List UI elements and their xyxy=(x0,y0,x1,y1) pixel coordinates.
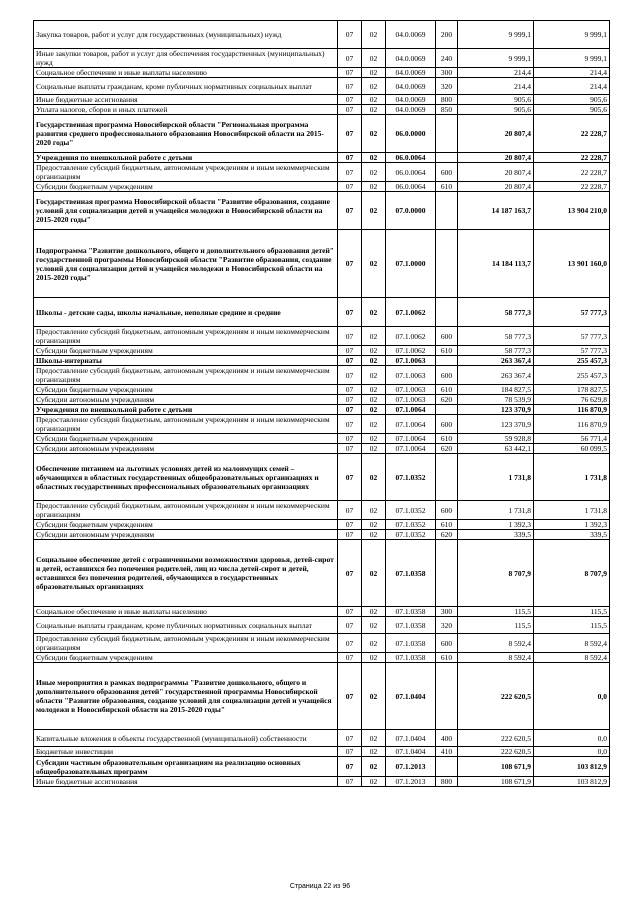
row-subsection: 02 xyxy=(362,653,386,663)
row-target-article: 07.1.0063 xyxy=(386,366,436,385)
row-target-article: 06.0.0064 xyxy=(386,153,436,163)
row-amount-2: 0,0 xyxy=(534,730,610,747)
row-target-article: 07.1.0358 xyxy=(386,634,436,653)
row-subsection: 02 xyxy=(362,68,386,78)
row-section: 07 xyxy=(338,520,362,530)
row-section: 07 xyxy=(338,115,362,153)
row-amount-2: 13 904 210,0 xyxy=(534,192,610,230)
row-subsection: 02 xyxy=(362,346,386,356)
row-section: 07 xyxy=(338,434,362,444)
row-subsection: 02 xyxy=(362,617,386,634)
table-row xyxy=(34,653,610,663)
row-subsection: 02 xyxy=(362,385,386,395)
row-expense-type: 410 xyxy=(436,747,458,757)
row-name: Субсидии бюджетным учреждениям xyxy=(34,385,338,395)
row-expense-type: 850 xyxy=(436,105,458,115)
row-subsection: 02 xyxy=(362,530,386,540)
row-section: 07 xyxy=(338,530,362,540)
row-section: 07 xyxy=(338,395,362,405)
table-row xyxy=(34,366,610,385)
row-subsection: 02 xyxy=(362,356,386,366)
row-section: 07 xyxy=(338,366,362,385)
row-amount-1: 8 592,4 xyxy=(458,634,534,653)
row-amount-2: 57 777,3 xyxy=(534,327,610,346)
row-target-article: 07.1.0064 xyxy=(386,405,436,415)
row-name: Субсидии бюджетным учреждениям xyxy=(34,520,338,530)
row-amount-1: 222 620,5 xyxy=(458,747,534,757)
row-target-article: 06.0.0064 xyxy=(386,163,436,182)
row-amount-2: 0,0 xyxy=(534,747,610,757)
row-subsection: 02 xyxy=(362,730,386,747)
row-target-article: 07.1.0063 xyxy=(386,385,436,395)
row-expense-type xyxy=(436,757,458,777)
row-subsection: 02 xyxy=(362,415,386,434)
row-amount-1: 58 777,3 xyxy=(458,327,534,346)
row-amount-2: 56 771,4 xyxy=(534,434,610,444)
row-target-article: 07.1.0064 xyxy=(386,415,436,434)
row-amount-2: 76 629,8 xyxy=(534,395,610,405)
row-expense-type: 240 xyxy=(436,49,458,68)
row-amount-1: 222 620,5 xyxy=(458,730,534,747)
row-subsection: 02 xyxy=(362,78,386,95)
row-amount-1: 123 370,9 xyxy=(458,405,534,415)
table-row xyxy=(34,444,610,454)
row-expense-type xyxy=(436,153,458,163)
row-amount-2: 1 731,8 xyxy=(534,454,610,501)
row-section: 07 xyxy=(338,634,362,653)
row-amount-1: 14 187 163,7 xyxy=(458,192,534,230)
row-subsection: 02 xyxy=(362,163,386,182)
row-amount-1: 123 370,9 xyxy=(458,415,534,434)
row-target-article: 07.1.0062 xyxy=(386,298,436,327)
row-expense-type xyxy=(436,405,458,415)
row-section: 07 xyxy=(338,653,362,663)
table-row xyxy=(34,530,610,540)
row-name: Субсидии частным образовательным организациям на реализацию основных общеобразовательных программ xyxy=(34,757,338,777)
row-amount-2: 22 228,7 xyxy=(534,182,610,192)
table-row xyxy=(34,395,610,405)
row-section: 07 xyxy=(338,415,362,434)
row-amount-2: 57 777,3 xyxy=(534,346,610,356)
page xyxy=(33,20,609,787)
row-section: 07 xyxy=(338,405,362,415)
row-amount-1: 20 807,4 xyxy=(458,115,534,153)
row-subsection: 02 xyxy=(362,327,386,346)
table-row xyxy=(34,730,610,747)
row-amount-1: 58 777,3 xyxy=(458,346,534,356)
row-subsection: 02 xyxy=(362,520,386,530)
row-amount-1: 905,6 xyxy=(458,95,534,105)
row-amount-2: 103 812,9 xyxy=(534,777,610,787)
row-target-article: 06.0.0064 xyxy=(386,182,436,192)
row-expense-type: 620 xyxy=(436,444,458,454)
row-target-article: 04.0.0069 xyxy=(386,95,436,105)
row-target-article: 07.1.0064 xyxy=(386,444,436,454)
row-amount-2: 115,5 xyxy=(534,607,610,617)
row-target-article: 07.1.0404 xyxy=(386,747,436,757)
row-section: 07 xyxy=(338,663,362,730)
row-target-article: 04.0.0069 xyxy=(386,68,436,78)
row-section: 07 xyxy=(338,356,362,366)
row-amount-1: 115,5 xyxy=(458,607,534,617)
row-expense-type xyxy=(436,540,458,607)
row-amount-2: 60 099,5 xyxy=(534,444,610,454)
row-target-article: 07.1.0358 xyxy=(386,540,436,607)
row-section: 07 xyxy=(338,182,362,192)
row-amount-1: 905,6 xyxy=(458,105,534,115)
row-amount-1: 78 539,9 xyxy=(458,395,534,405)
row-name: Уплата налогов, сборов и иных платежей xyxy=(34,105,338,115)
row-section: 07 xyxy=(338,105,362,115)
row-subsection: 02 xyxy=(362,230,386,298)
row-name: Государственная программа Новосибирской области "Региональная программа развития среднего профессионального образования Новосибирской области на 2015-2020 годы" xyxy=(34,115,338,153)
row-amount-1: 20 807,4 xyxy=(458,163,534,182)
row-name: Социальные выплаты гражданам, кроме публичных нормативных социальных выплат xyxy=(34,617,338,634)
row-amount-2: 103 812,9 xyxy=(534,757,610,777)
row-amount-2: 116 870,9 xyxy=(534,405,610,415)
row-target-article: 04.0.0069 xyxy=(386,49,436,68)
row-name: Предоставление субсидий бюджетным, автономным учреждениям и иным некоммерческим организациям xyxy=(34,634,338,653)
row-expense-type xyxy=(436,115,458,153)
row-expense-type: 800 xyxy=(436,777,458,787)
row-name: Иные бюджетные ассигнования xyxy=(34,777,338,787)
table-row xyxy=(34,501,610,520)
row-name: Субсидии автономным учреждениям xyxy=(34,444,338,454)
row-target-article: 07.1.0062 xyxy=(386,327,436,346)
row-expense-type: 610 xyxy=(436,434,458,444)
row-amount-2: 8 592,4 xyxy=(534,653,610,663)
row-name: Субсидии автономным учреждениям xyxy=(34,530,338,540)
row-amount-1: 108 671,9 xyxy=(458,777,534,787)
table-row xyxy=(34,153,610,163)
row-section: 07 xyxy=(338,617,362,634)
row-name: Предоставление субсидий бюджетным, автономным учреждениям и иным некоммерческим организациям xyxy=(34,327,338,346)
row-subsection: 02 xyxy=(362,777,386,787)
row-amount-1: 339,5 xyxy=(458,530,534,540)
row-amount-2: 1 392,3 xyxy=(534,520,610,530)
table-row xyxy=(34,68,610,78)
row-section: 07 xyxy=(338,49,362,68)
row-amount-2: 214,4 xyxy=(534,68,610,78)
row-target-article: 07.1.0352 xyxy=(386,501,436,520)
row-expense-type: 400 xyxy=(436,730,458,747)
row-target-article: 07.1.0404 xyxy=(386,730,436,747)
row-name: Закупка товаров, работ и услуг для государственных (муниципальных) нужд xyxy=(34,21,338,49)
row-expense-type xyxy=(436,356,458,366)
table-row xyxy=(34,298,610,327)
table-row xyxy=(34,115,610,153)
row-amount-2: 22 228,7 xyxy=(534,153,610,163)
row-subsection: 02 xyxy=(362,153,386,163)
row-amount-2: 115,5 xyxy=(534,617,610,634)
row-target-article: 07.1.0063 xyxy=(386,356,436,366)
row-subsection: 02 xyxy=(362,182,386,192)
row-name: Обеспечение питанием на льготных условиях детей из малоимущих семей – обучающихся в областных государственных общеобразовательных организациях и областных государственных профессиональных образовательных организациях xyxy=(34,454,338,501)
table-row xyxy=(34,434,610,444)
row-expense-type: 600 xyxy=(436,415,458,434)
row-section: 07 xyxy=(338,607,362,617)
row-expense-type: 300 xyxy=(436,607,458,617)
row-section: 07 xyxy=(338,153,362,163)
row-target-article: 07.1.0064 xyxy=(386,434,436,444)
table-row xyxy=(34,182,610,192)
row-target-article: 07.1.0404 xyxy=(386,663,436,730)
row-amount-1: 20 807,4 xyxy=(458,153,534,163)
table-row xyxy=(34,230,610,298)
table-row xyxy=(34,192,610,230)
row-subsection: 02 xyxy=(362,405,386,415)
row-amount-2: 214,4 xyxy=(534,78,610,95)
row-name: Субсидии бюджетным учреждениям xyxy=(34,346,338,356)
row-name: Учреждения по внешкольной работе с детьми xyxy=(34,153,338,163)
row-subsection: 02 xyxy=(362,95,386,105)
row-amount-1: 115,5 xyxy=(458,617,534,634)
row-amount-2: 255 457,3 xyxy=(534,366,610,385)
row-amount-2: 1 731,8 xyxy=(534,501,610,520)
row-expense-type: 610 xyxy=(436,520,458,530)
row-subsection: 02 xyxy=(362,634,386,653)
row-expense-type: 610 xyxy=(436,653,458,663)
table-row xyxy=(34,385,610,395)
row-name: Иные закупки товаров, работ и услуг для обеспечения государственных (муниципальных) нужд xyxy=(34,49,338,68)
row-section: 07 xyxy=(338,230,362,298)
row-amount-1: 8 707,9 xyxy=(458,540,534,607)
table-row xyxy=(34,78,610,95)
row-amount-2: 9 999,1 xyxy=(534,49,610,68)
table-row xyxy=(34,520,610,530)
row-section: 07 xyxy=(338,346,362,356)
row-subsection: 02 xyxy=(362,115,386,153)
row-section: 07 xyxy=(338,540,362,607)
row-subsection: 02 xyxy=(362,454,386,501)
table-row xyxy=(34,327,610,346)
row-amount-2: 13 901 160,0 xyxy=(534,230,610,298)
row-name: Бюджетные инвестиции xyxy=(34,747,338,757)
row-name: Капитальные вложения в объекты государственной (муниципальной) собственности xyxy=(34,730,338,747)
table-row xyxy=(34,346,610,356)
row-amount-2: 9 999,1 xyxy=(534,21,610,49)
row-name: Субсидии бюджетным учреждениям xyxy=(34,182,338,192)
table-row xyxy=(34,777,610,787)
row-name: Государственная программа Новосибирской области "Развитие образования, создание условий для социализации детей и учащейся молодежи в Новосибирской области на 2015-2020 годы" xyxy=(34,192,338,230)
row-section: 07 xyxy=(338,747,362,757)
row-section: 07 xyxy=(338,95,362,105)
row-target-article: 07.1.0062 xyxy=(386,346,436,356)
row-amount-1: 58 777,3 xyxy=(458,298,534,327)
row-subsection: 02 xyxy=(362,434,386,444)
table-row xyxy=(34,663,610,730)
row-amount-1: 214,4 xyxy=(458,68,534,78)
row-subsection: 02 xyxy=(362,501,386,520)
row-expense-type xyxy=(436,663,458,730)
row-target-article: 06.0.0000 xyxy=(386,115,436,153)
row-amount-2: 57 777,3 xyxy=(534,298,610,327)
row-name: Субсидии бюджетным учреждениям xyxy=(34,653,338,663)
row-name: Иные бюджетные ассигнования xyxy=(34,95,338,105)
row-target-article: 04.0.0069 xyxy=(386,21,436,49)
row-amount-2: 905,6 xyxy=(534,105,610,115)
row-expense-type: 800 xyxy=(436,95,458,105)
table-row xyxy=(34,105,610,115)
row-expense-type: 610 xyxy=(436,182,458,192)
row-expense-type: 600 xyxy=(436,163,458,182)
table-row xyxy=(34,95,610,105)
row-amount-1: 1 731,8 xyxy=(458,501,534,520)
row-amount-1: 184 827,5 xyxy=(458,385,534,395)
row-section: 07 xyxy=(338,163,362,182)
row-name: Предоставление субсидий бюджетным, автономным учреждениям и иным некоммерческим организациям xyxy=(34,415,338,434)
table-row xyxy=(34,21,610,49)
row-target-article: 07.1.0352 xyxy=(386,454,436,501)
table-row xyxy=(34,540,610,607)
row-amount-1: 263 367,4 xyxy=(458,356,534,366)
row-subsection: 02 xyxy=(362,366,386,385)
table-row xyxy=(34,747,610,757)
row-target-article: 07.1.0358 xyxy=(386,653,436,663)
row-amount-1: 20 807,4 xyxy=(458,182,534,192)
table-row xyxy=(34,415,610,434)
row-expense-type: 600 xyxy=(436,327,458,346)
row-subsection: 02 xyxy=(362,607,386,617)
table-row xyxy=(34,757,610,777)
row-expense-type: 620 xyxy=(436,530,458,540)
row-expense-type: 600 xyxy=(436,501,458,520)
row-section: 07 xyxy=(338,757,362,777)
row-expense-type: 300 xyxy=(436,68,458,78)
row-amount-1: 59 928,8 xyxy=(458,434,534,444)
row-subsection: 02 xyxy=(362,757,386,777)
row-expense-type xyxy=(436,230,458,298)
row-target-article: 04.0.0069 xyxy=(386,78,436,95)
row-amount-2: 255 457,3 xyxy=(534,356,610,366)
row-name: Субсидии автономным учреждениям xyxy=(34,395,338,405)
row-section: 07 xyxy=(338,501,362,520)
row-name: Социальное обеспечение и иные выплаты населению xyxy=(34,68,338,78)
row-target-article: 07.1.2013 xyxy=(386,757,436,777)
table-row xyxy=(34,617,610,634)
row-expense-type: 610 xyxy=(436,346,458,356)
table-row xyxy=(34,607,610,617)
row-expense-type: 620 xyxy=(436,395,458,405)
table-row xyxy=(34,356,610,366)
table-row xyxy=(34,454,610,501)
row-amount-2: 116 870,9 xyxy=(534,415,610,434)
row-name: Предоставление субсидий бюджетным, автономным учреждениям и иным некоммерческим организациям xyxy=(34,366,338,385)
row-expense-type: 610 xyxy=(436,385,458,395)
page-number: Страница 22 из 96 xyxy=(289,883,351,890)
row-amount-2: 0,0 xyxy=(534,663,610,730)
row-name: Подпрограмма "Развитие дошкольного, общего и дополнительного образования детей" государственной программы Новосибирской области "Развитие образования, создание условий для социализации детей и учащейся молодежи в Новосибирской области на 2015-2020 годы" xyxy=(34,230,338,298)
row-amount-2: 8 592,4 xyxy=(534,634,610,653)
row-subsection: 02 xyxy=(362,105,386,115)
row-amount-1: 14 184 113,7 xyxy=(458,230,534,298)
row-subsection: 02 xyxy=(362,192,386,230)
table-row xyxy=(34,163,610,182)
row-target-article: 07.1.0000 xyxy=(386,230,436,298)
budget-table xyxy=(33,20,610,787)
row-amount-1: 9 999,1 xyxy=(458,49,534,68)
row-section: 07 xyxy=(338,21,362,49)
row-subsection: 02 xyxy=(362,747,386,757)
row-expense-type xyxy=(436,454,458,501)
row-amount-2: 905,6 xyxy=(534,95,610,105)
row-name: Субсидии бюджетным учреждениям xyxy=(34,434,338,444)
row-name: Социальное обеспечение и иные выплаты населению xyxy=(34,607,338,617)
row-name: Предоставление субсидий бюджетным, автономным учреждениям и иным некоммерческим организациям xyxy=(34,163,338,182)
row-section: 07 xyxy=(338,68,362,78)
row-amount-1: 1 392,3 xyxy=(458,520,534,530)
row-target-article: 07.1.2013 xyxy=(386,777,436,787)
row-name: Социальное обеспечение детей с ограниченными возможностями здоровья, детей-сирот и детей, оставшихся без попечения родителей, лиц из числа детей-сирот и детей, оставшихся без попечения родителей, обучающихся в государственных образовательных организациях xyxy=(34,540,338,607)
row-expense-type: 600 xyxy=(436,366,458,385)
row-section: 07 xyxy=(338,444,362,454)
row-name: Иные мероприятия в рамках подпрограммы "Развитие дошкольного, общего и дополнительного образования детей" государственной программы Новосибирской области "Развитие образования, создание условий для социализации детей и учащейся молодежи в Новосибирской области на 2015-2020 годы" xyxy=(34,663,338,730)
row-target-article: 07.1.0358 xyxy=(386,607,436,617)
row-amount-1: 9 999,1 xyxy=(458,21,534,49)
row-subsection: 02 xyxy=(362,49,386,68)
row-amount-1: 222 620,5 xyxy=(458,663,534,730)
row-subsection: 02 xyxy=(362,663,386,730)
row-name: Социальные выплаты гражданам, кроме публичных нормативных социальных выплат xyxy=(34,78,338,95)
row-amount-2: 178 827,5 xyxy=(534,385,610,395)
row-target-article: 07.1.0352 xyxy=(386,530,436,540)
row-amount-1: 63 442,1 xyxy=(458,444,534,454)
row-section: 07 xyxy=(338,385,362,395)
row-amount-2: 22 228,7 xyxy=(534,163,610,182)
row-target-article: 07.1.0358 xyxy=(386,617,436,634)
row-section: 07 xyxy=(338,327,362,346)
row-name: Предоставление субсидий бюджетным, автономным учреждениям и иным некоммерческим организациям xyxy=(34,501,338,520)
row-section: 07 xyxy=(338,298,362,327)
row-subsection: 02 xyxy=(362,21,386,49)
row-target-article: 07.1.0352 xyxy=(386,520,436,530)
row-target-article: 07.1.0063 xyxy=(386,395,436,405)
row-subsection: 02 xyxy=(362,298,386,327)
row-amount-1: 1 731,8 xyxy=(458,454,534,501)
row-expense-type: 600 xyxy=(436,634,458,653)
row-subsection: 02 xyxy=(362,540,386,607)
row-expense-type: 320 xyxy=(436,78,458,95)
row-expense-type xyxy=(436,192,458,230)
row-section: 07 xyxy=(338,730,362,747)
table-row xyxy=(34,634,610,653)
row-amount-1: 8 592,4 xyxy=(458,653,534,663)
row-name: Школы - детские сады, школы начальные, неполные средние и средние xyxy=(34,298,338,327)
row-section: 07 xyxy=(338,78,362,95)
row-expense-type: 200 xyxy=(436,21,458,49)
row-target-article: 07.0.0000 xyxy=(386,192,436,230)
table-row xyxy=(34,405,610,415)
row-expense-type: 320 xyxy=(436,617,458,634)
row-name: Школы-интернаты xyxy=(34,356,338,366)
row-amount-2: 8 707,9 xyxy=(534,540,610,607)
row-section: 07 xyxy=(338,454,362,501)
row-amount-1: 108 671,9 xyxy=(458,757,534,777)
row-section: 07 xyxy=(338,777,362,787)
row-amount-1: 214,4 xyxy=(458,78,534,95)
row-subsection: 02 xyxy=(362,444,386,454)
row-target-article: 04.0.0069 xyxy=(386,105,436,115)
row-name: Учреждения по внешкольной работе с детьми xyxy=(34,405,338,415)
table-row xyxy=(34,49,610,68)
row-amount-2: 22 228,7 xyxy=(534,115,610,153)
row-expense-type xyxy=(436,298,458,327)
row-amount-2: 339,5 xyxy=(534,530,610,540)
row-subsection: 02 xyxy=(362,395,386,405)
row-amount-1: 263 367,4 xyxy=(458,366,534,385)
row-section: 07 xyxy=(338,192,362,230)
